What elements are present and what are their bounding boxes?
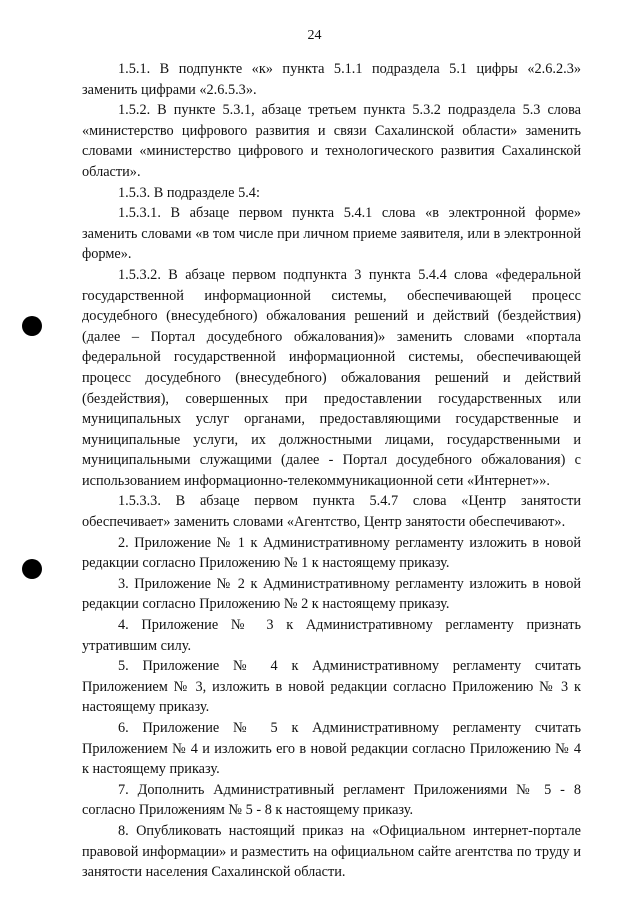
page-number: 24 bbox=[307, 28, 322, 43]
paragraph-1-5-3: 1.5.3. В подразделе 5.4: bbox=[118, 184, 260, 201]
paragraph-item-6: 6. Приложение № 5 к Административному регламенту считать Приложением № 4 и изложить его в новой редакции согласно Приложению № 4 к настоящему приказу. bbox=[82, 720, 581, 778]
paragraph-1-5-3-2: 1.5.3.2. В абзаце первом подпункта 3 пункта 5.4.4 слова «федеральной государственной информационной системы, обеспечивающей процесс досудебного (внесудебного) обжалования решений и действий (бездействия) (далее – Портал досудебного обжалования)» заменить словами «портала федеральной государственной информационной системы, обеспечивающей процесс досудебного (внесудебного) обжалования решений и действий (бездействия), совершенных при предоставлении государственных или муниципальных услуг органами, предоставляющими государственные и муниципальные услуги, их должностными лицами, государственными и муниципальными служащими (далее - Портал досудебного обжалования) с использованием информационно-телекоммуникационной сети «Интернет»». bbox=[82, 266, 581, 489]
punch-hole-mark bbox=[22, 559, 42, 579]
paragraph-item-7: 7. Дополнить Административный регламент Приложениями № 5 - 8 согласно Приложениям № 5 - 8 к настоящему приказу. bbox=[82, 781, 581, 819]
paragraph-1-5-2: 1.5.2. В пункте 5.3.1, абзаце третьем пункта 5.3.2 подраздела 5.3 слова «министерство цифрового развития и связи Сахалинской области» заменить словами «министерство цифрового и технологического развития Сахалинской области». bbox=[82, 102, 581, 180]
paragraph-1-5-3-1: 1.5.3.1. В абзаце первом пункта 5.4.1 слова «в электронной форме» заменить словами «в том числе при личном приеме заявителя, или в электронной форме». bbox=[82, 205, 581, 263]
paragraph-item-2: 2. Приложение № 1 к Административному регламенту изложить в новой редакции согласно Приложению № 1 к настоящему приказу. bbox=[82, 534, 581, 572]
paragraph-item-8: 8. Опубликовать настоящий приказ на «Официальном интернет-портале правовой информации» и разместить на официальном сайте агентства по труду и занятости населения Сахалинской области. bbox=[82, 822, 581, 881]
paragraph-1-5-1: 1.5.1. В подпункте «к» пункта 5.1.1 подраздела 5.1 цифры «2.6.2.3» заменить цифрами «2.6.5.3». bbox=[82, 61, 581, 98]
paragraph-item-4: 4. Приложение № 3 к Административному регламенту признать утратившим силу. bbox=[82, 617, 581, 654]
punch-hole-mark bbox=[22, 316, 42, 336]
paragraph-1-5-3-3: 1.5.3.3. В абзаце первом пункта 5.4.7 слова «Центр занятости обеспечивает» заменить словами «Агентство, Центр занятости обеспечивают». bbox=[82, 493, 581, 531]
paragraph-item-3: 3. Приложение № 2 к Административному регламенту изложить в новой редакции согласно Приложению № 2 к настоящему приказу. bbox=[82, 575, 581, 613]
paragraph-item-5: 5. Приложение № 4 к Административному регламенту считать Приложением № 3, изложить в новой редакции согласно Приложению № 3 к настоящему приказу. bbox=[82, 658, 581, 716]
document-body bbox=[82, 59, 581, 883]
